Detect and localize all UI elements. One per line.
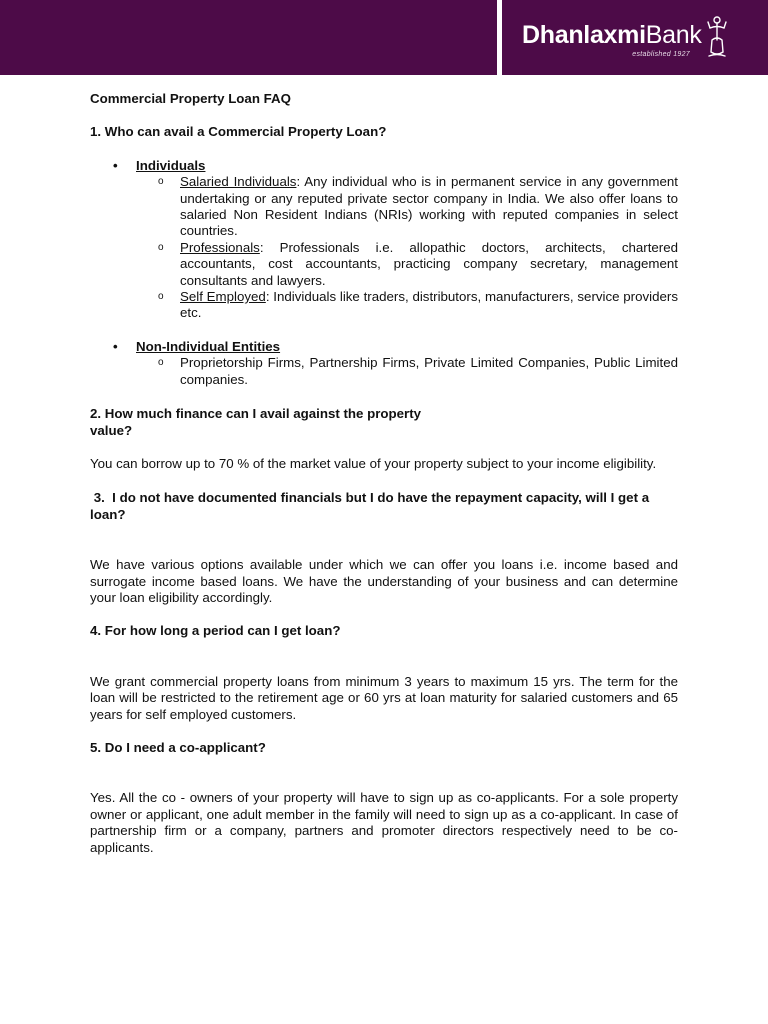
group-individuals (90, 158, 678, 174)
answer-4: We grant commercial property loans from minimum 3 years to maximum 15 yrs. The term for the loan will be restricted to the retirement age or 60 yrs at loan maturity for salaried customers and 65 years for self employed customers. (90, 673, 678, 722)
logo-tagline: established 1927 (632, 51, 690, 58)
eligibility-list (90, 158, 678, 388)
list-item (90, 174, 678, 240)
question-1: 1. Who can avail a Commercial Property Loan? (90, 124, 387, 140)
sub-list-individuals (90, 174, 678, 322)
group-title: Non-Individual Entities (136, 338, 281, 354)
answer-5: Yes. All the co - owners of your property will have to sign up as co-applicants. For a sole property owner or applicant, one adult member in the family will need to sign up as a co-applicant. In case of partnership firm or a company, partners and promoter directors respectively need to be co-applicants. (90, 790, 678, 855)
group-non-individual (90, 339, 678, 355)
question-5: 5. Do I need a co-applicant? (90, 739, 266, 755)
logo-brand: DhanlaxmiBank (522, 21, 702, 49)
answer-2: You can borrow up to 70 % of the market value of your property subject to your income eligibility. (90, 455, 657, 471)
item-text: : Individuals like traders, distributors, manufacturers, service providers etc. (180, 289, 678, 321)
item-text: : Any individual who is in permanent service in any government undertaking or any reputed private sector company in India. We also offer loans to salaried Non Resident Indians (NRIs) working with reputed companies in select countries. (180, 174, 678, 239)
item-text: : Professionals i.e. allopathic doctors, architects, chartered accountants, cost accountants, practicing company secretary, management consultants and lawyers. (180, 239, 678, 288)
question-3: 3. I do not have documented financials but I do have the repayment capacity, will I get a loan? (90, 490, 653, 522)
circle-bullet-icon: o (158, 241, 164, 253)
question-4: 4. For how long a period can I get loan? (90, 623, 341, 639)
circle-bullet-icon: o (158, 291, 164, 303)
list-item (90, 240, 678, 289)
list-item (90, 355, 678, 388)
circle-bullet-icon: o (158, 357, 164, 369)
question-2: 2. How much finance can I avail against the property value? (90, 406, 422, 438)
header-divider (497, 0, 502, 75)
group-title: Individuals (136, 157, 206, 173)
bullet-icon: • (113, 338, 118, 354)
circle-bullet-icon: o (158, 176, 164, 188)
faq-document (90, 91, 678, 856)
lakshmi-figure-icon (706, 12, 728, 60)
list-item (90, 289, 678, 322)
item-label: Self Employed (180, 289, 266, 305)
page-header (0, 0, 768, 75)
doc-title: Commercial Property Loan FAQ (90, 91, 291, 106)
item-label: Professionals (180, 239, 260, 255)
item-text: Proprietorship Firms, Partnership Firms, Private Limited Companies, Public Limited companies. (180, 355, 678, 387)
bullet-icon: • (113, 157, 118, 173)
item-label: Salaried Individuals (180, 174, 297, 190)
bank-logo (522, 18, 728, 62)
answer-3: We have various options available under which we can offer you loans i.e. income based and surrogate income based loans. We have the understanding of your business and can determine your loan eligibility accordingly. (90, 557, 678, 605)
